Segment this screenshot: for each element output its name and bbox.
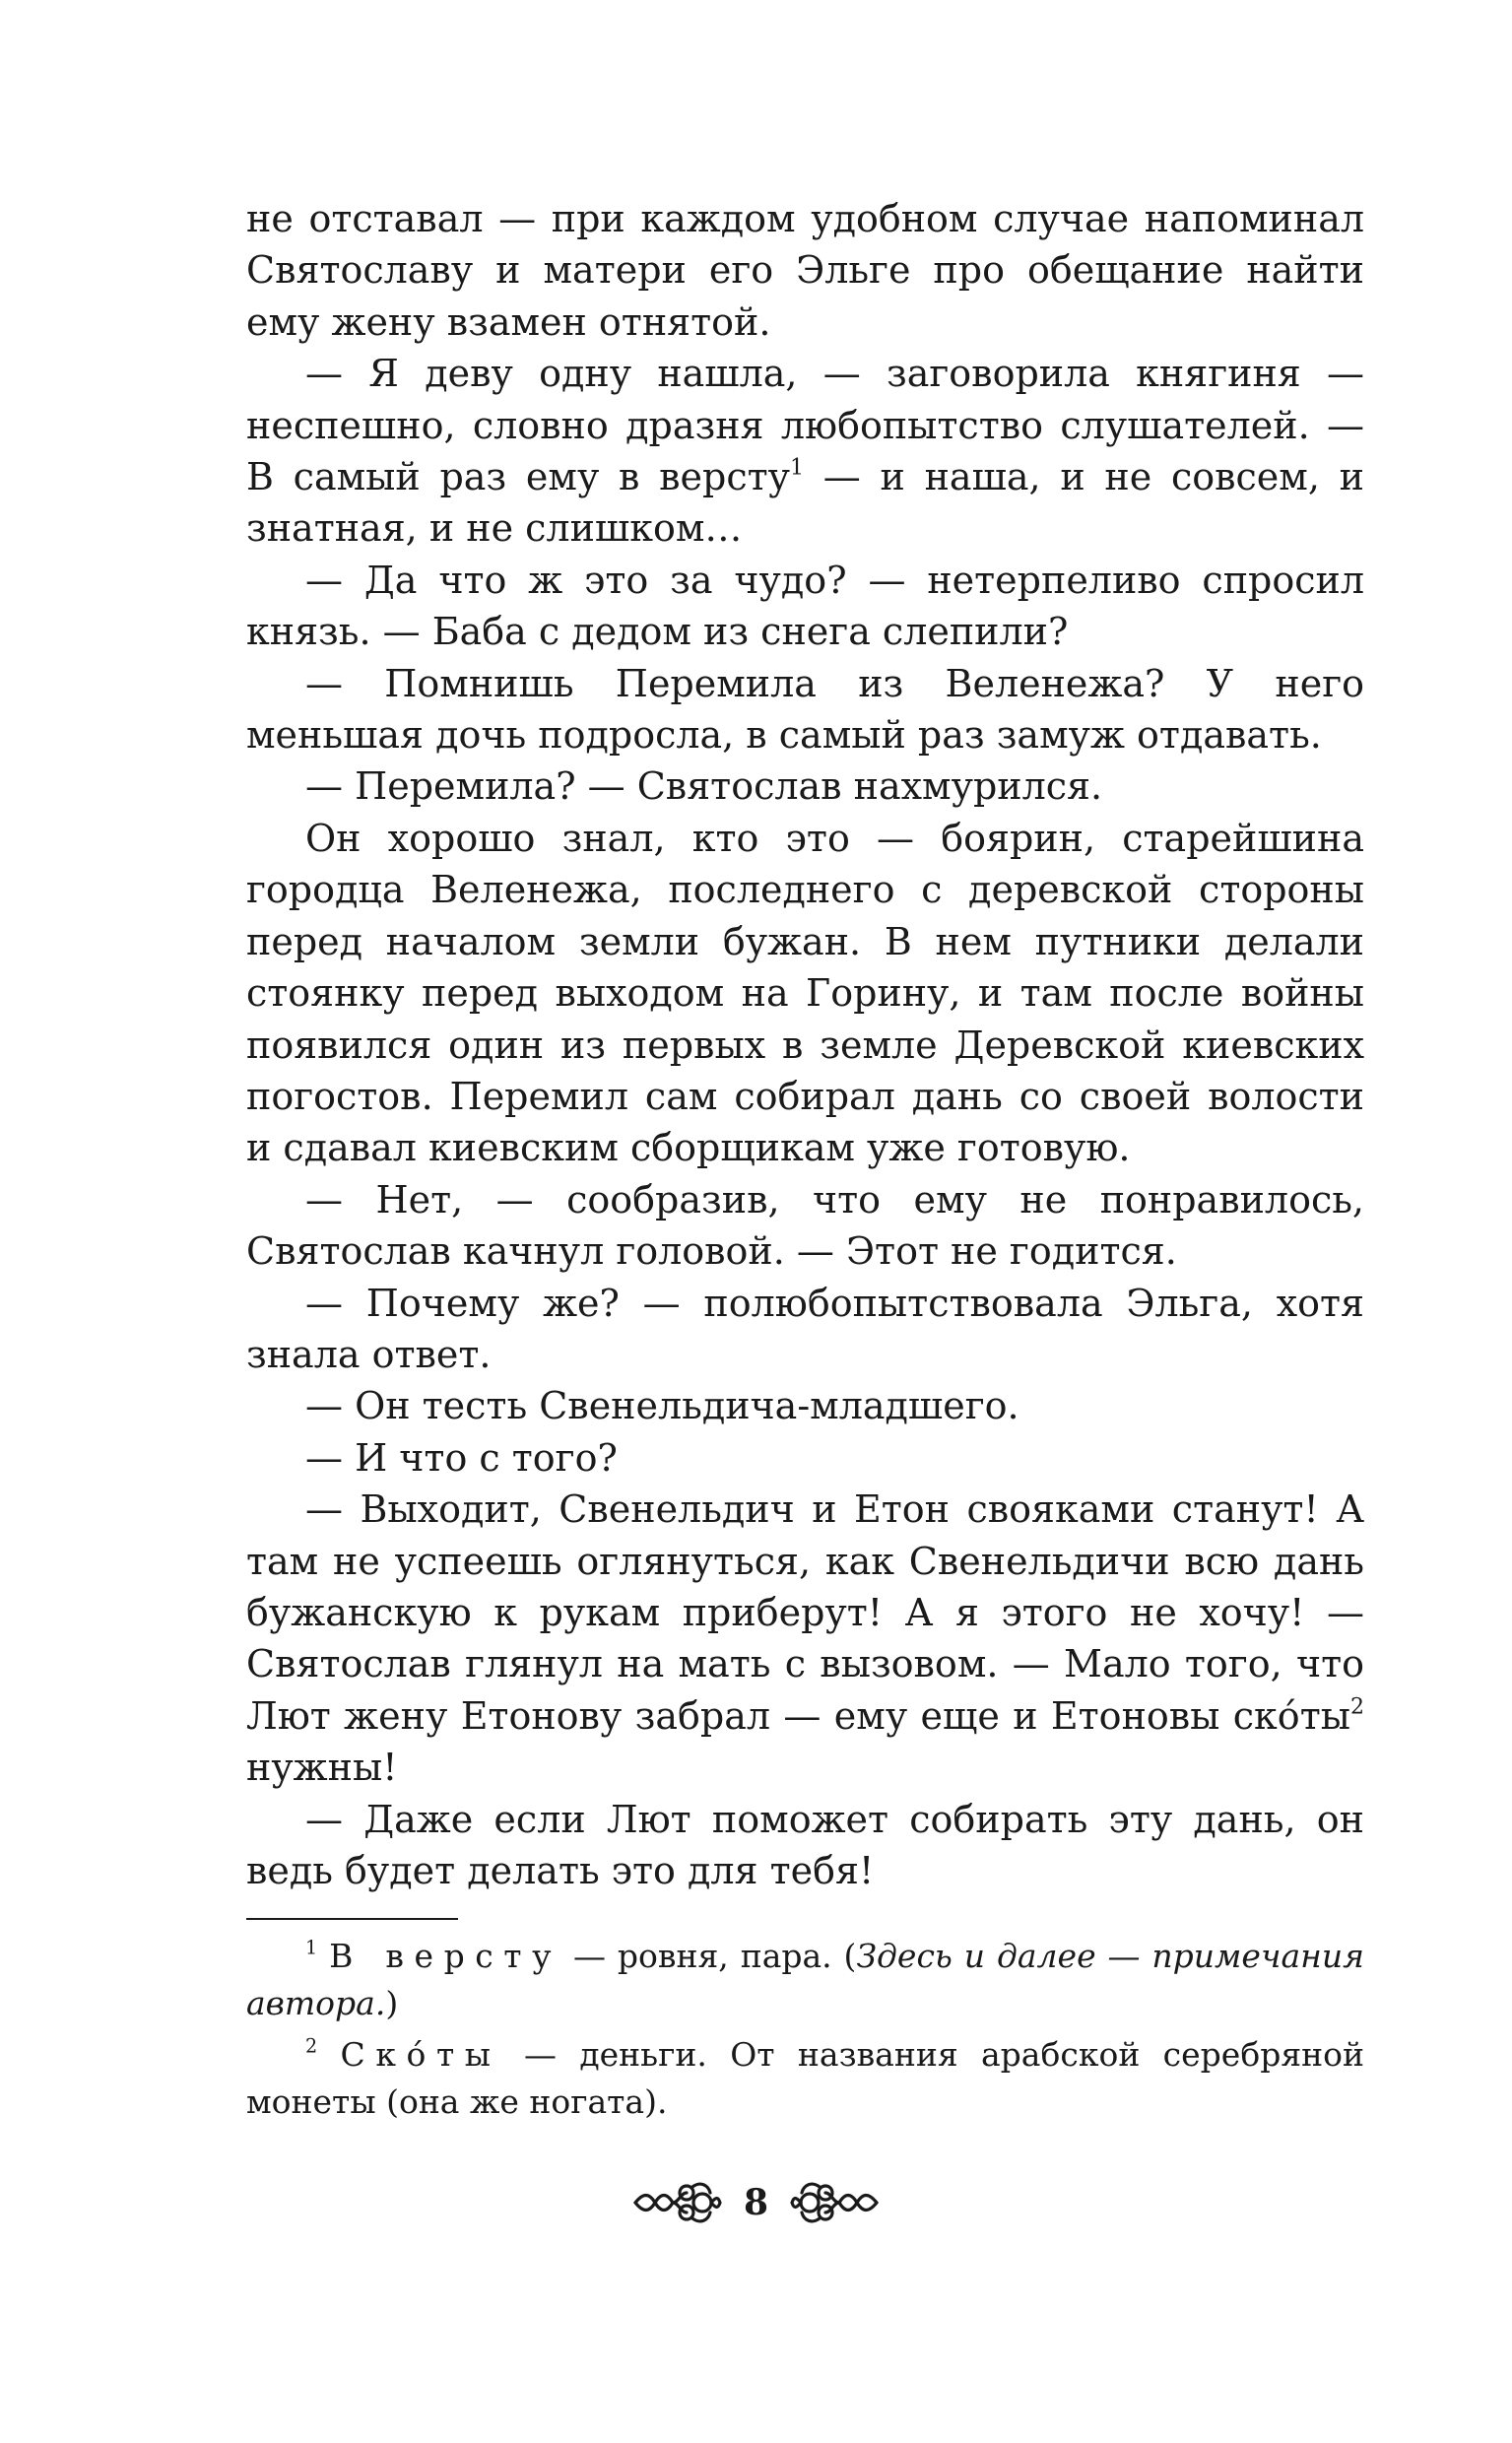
footnote-ref[interactable]: 2 <box>1349 1694 1364 1720</box>
footnote-definition: — ровня, пара. ( <box>561 1937 857 1975</box>
paragraph: — Помнишь Перемила из Веленежа? У него меньшая дочь подросла, в самый раз замуж отдавать. <box>246 661 1364 758</box>
paragraph <box>246 1484 1364 1793</box>
paragraph-text: нужны! <box>246 1746 398 1790</box>
footnote-divider <box>246 1918 458 1920</box>
paragraph: — Нет, — сообразив, что ему не понравилось, Святослав качнул головой. — Этот не годится. <box>246 1177 1364 1274</box>
footnote-term: Ско́ты <box>340 2035 501 2074</box>
footnote-term: В версту <box>329 1937 562 1975</box>
paragraph: — Он тесть Свенельдича-младшего. <box>305 1384 1019 1428</box>
paragraph <box>246 348 1364 555</box>
knot-ornament-icon <box>631 2177 722 2228</box>
footnote-definition: — деньги. От названия арабской серебряной монеты (она же ногата). <box>246 2035 1364 2121</box>
main-text <box>246 193 1364 1896</box>
page-footer <box>0 2177 1512 2228</box>
paragraph: Он хорошо знал, кто это — боярин, старейшина городца Веленежа, последнего с деревской стороны перед началом земли бужан. В нем путники делали стоянку перед выходом на Горину, и там после войны появился один из первых в земле Деревской киевских погостов. Перемил сам собирал дань со своей волости и сдавал киевским сборщикам уже готовую. <box>246 816 1364 1170</box>
footnote-number: 1 <box>305 1936 318 1959</box>
paragraph: — Почему же? — полюбопытствовала Эльга, хотя знала ответ. <box>246 1281 1364 1376</box>
footnote-close: ) <box>385 1984 399 2022</box>
footnotes <box>246 1933 1364 2130</box>
footnote <box>246 2031 1364 2126</box>
paragraph-text: — Выходит, Свенельдич и Етон свояками станут! А там не успеешь оглянуться, как Свенельдичи всю дань бужанскую к рукам приберут! А я этого не хочу! — Святослав глянул на мать с вызовом. — Мало того, что Лют жену Етонову забрал — ему еще и Етоновы ско́ты <box>246 1487 1364 1738</box>
page-number: 8 <box>743 2182 769 2223</box>
knot-ornament-icon <box>790 2177 881 2228</box>
paragraph: — Да что ж это за чудо? — нетерпеливо спросил князь. — Баба с дедом из снега слепили? <box>246 558 1364 654</box>
paragraph-text: — и наша, и не совсем, и знатная, и не слишком… <box>246 455 1364 551</box>
footnote <box>246 1933 1364 2027</box>
paragraph: — И что с того? <box>305 1435 618 1480</box>
paragraph: не отставал — при каждом удобном случае напоминал Святославу и матери его Эльге про обещание найти ему жену взамен отнятой. <box>246 197 1364 344</box>
paragraph-text: — Я деву одну нашла, — заговорила княгиня — неспешно, словно дразня любопытство слушателей. — В самый раз ему в версту <box>246 352 1364 499</box>
footnote-number: 2 <box>305 2034 318 2058</box>
paragraph: — Даже если Лют поможет собирать эту дань, он ведь будет делать это для тебя! <box>246 1797 1364 1892</box>
footnote-ref[interactable]: 1 <box>790 455 805 481</box>
footnote-author-note: Здесь и далее — примечания автора. <box>246 1937 1364 2022</box>
paragraph: — Перемила? — Святослав нахмурился. <box>305 764 1103 809</box>
